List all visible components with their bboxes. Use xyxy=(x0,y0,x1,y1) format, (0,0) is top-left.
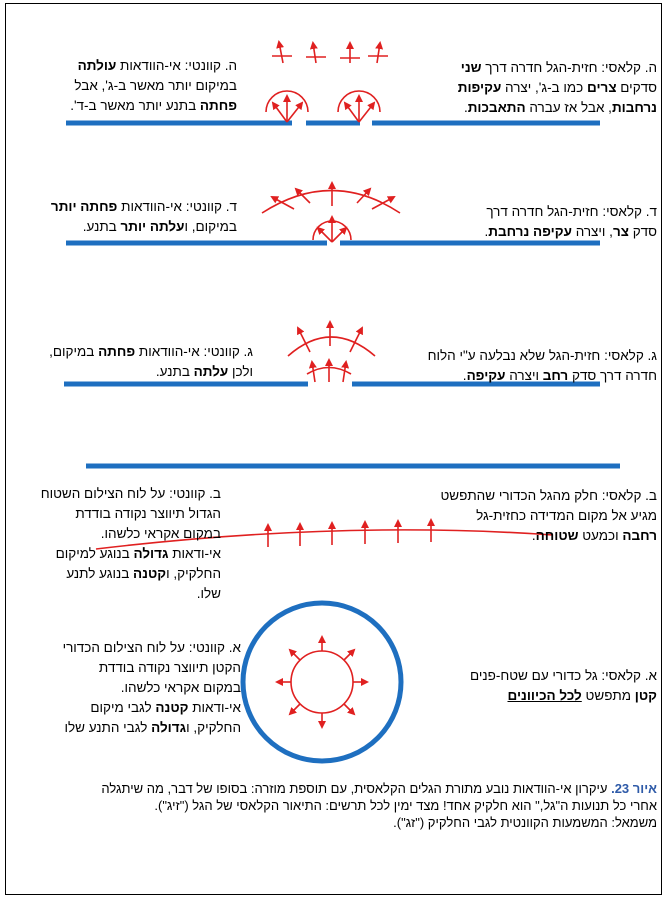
text-line: רחבה וכמעט שטוחה. xyxy=(531,528,657,543)
text-line: ולכן עלתה בתנע. xyxy=(155,364,253,379)
emphasis: קטן xyxy=(634,688,657,703)
text-line: א. קוונטי: על לוח הצילום הכדורי xyxy=(62,640,241,655)
text-line: במיקום, ועלתה יותר בתנע. xyxy=(82,219,237,234)
emphasis: שטוחה xyxy=(535,528,579,543)
classical-text-a xyxy=(470,666,657,706)
classical-text-c xyxy=(428,346,657,386)
emphasis: קטנה xyxy=(155,700,189,715)
caption-label: איור 23. xyxy=(611,781,657,796)
text-line: הגדול תיווצר נקודה בודדת xyxy=(75,506,221,521)
emphasis: עלתה יותר xyxy=(120,219,185,234)
text-line: ד. קלאסי: חזית-הגל חדרה דרך xyxy=(486,204,657,219)
text-line: חדרה דרך סדק רחב ויצרה עקיפה. xyxy=(462,368,657,383)
quantum-text-b xyxy=(41,484,221,604)
emphasis: עולתה xyxy=(77,58,117,73)
text-line: אי-ודאות גדולה בנוגע למיקום xyxy=(55,546,221,561)
caption-line-1: עיקרון אי-הוודאות נובע מתורת הגלים הקלאסית, עם תוספת מוזרה: בסופו של דבר, מה שיתגלה xyxy=(101,781,608,796)
emphasis: צרים xyxy=(587,80,617,95)
emphasis: עקיפות xyxy=(457,80,502,95)
text-line: מגיע אל מקום המדידה כחזית-גל xyxy=(476,508,657,523)
wavefronts-e xyxy=(266,91,380,112)
figure-caption xyxy=(27,780,657,831)
panel-label: ד. קלאסי: xyxy=(598,204,657,219)
emphasis: פחתה יותר xyxy=(50,199,118,214)
emphasis: רחב xyxy=(542,368,569,383)
text-line: אי-ודאות קטנה לגבי מיקום xyxy=(90,700,241,715)
momentum-arrows-a xyxy=(277,637,367,727)
panel-label: ב. קוונטי: xyxy=(165,486,221,501)
emphasis: עקיפה נרחבת xyxy=(488,224,572,239)
text-line: ב. קוונטי: על לוח הצילום השטוח xyxy=(40,486,221,501)
emphasis: שני xyxy=(460,60,482,75)
emphasis: פחתה xyxy=(199,98,237,113)
emphasis: התאבכות xyxy=(467,100,526,115)
emphasis: צר xyxy=(612,224,629,239)
classical-text-d xyxy=(485,202,657,242)
emphasis: לכל הכיוונים xyxy=(507,688,582,703)
classical-text-e xyxy=(458,58,657,118)
text-line: במקום אקראי כלשהו. xyxy=(100,526,221,541)
wavefronts-d xyxy=(262,191,400,241)
momentum-arrows-d xyxy=(272,183,394,242)
emphasis: קטנה xyxy=(133,566,167,581)
momentum-arrows-e xyxy=(273,42,380,122)
text-line: נרחבות, אבל אז עברה התאבכות. xyxy=(463,100,657,115)
momentum-arrows-b xyxy=(268,520,431,547)
photo-plate-spherical xyxy=(243,603,401,761)
text-line: ג. קוונטי: אי-הוודאות פחתה במיקום, xyxy=(49,344,253,359)
emphasis: נרחבות xyxy=(611,100,657,115)
panel-a-diagram xyxy=(243,603,401,761)
text-line: במיקום יותר מאשר ב-ג', אבל xyxy=(74,78,237,93)
panel-label: ב. קלאסי: xyxy=(597,488,657,503)
text-line: הקטן תיווצר נקודה בודדת xyxy=(98,660,241,675)
panel-label: א. קוונטי: xyxy=(184,640,241,655)
text-line: ה. קלאסי: חזית-הגל חדרה דרך שני xyxy=(460,60,657,75)
panel-label: ה. קלאסי: xyxy=(597,60,657,75)
emphasis: גדולה xyxy=(151,720,187,735)
wavefronts-c xyxy=(288,337,375,374)
caption-line-2: אחרי כל תנועות ה"גל," הוא חלקיק אחד! מצד ימין לכל תרשים: התיאור הקלאסי של הגל ("זיג"). xyxy=(154,798,657,813)
panel-label: ג. קוונטי: xyxy=(199,344,253,359)
text-line: החלקיק, וקטנה בנוגע לתנע xyxy=(66,566,221,581)
text-line: שלו. xyxy=(196,586,221,601)
emphasis: גדולה xyxy=(133,546,169,561)
emphasis: רחבה xyxy=(622,528,657,543)
emphasis: עקיפה xyxy=(466,368,506,383)
quantum-text-a xyxy=(63,638,241,738)
panel-label: ה. קוונטי: xyxy=(180,58,237,73)
text-line: קטן מתפשט לכל הכיוונים xyxy=(507,688,657,703)
emphasis: עלתה xyxy=(193,364,229,379)
panel-label: א. קלאסי: xyxy=(597,668,657,683)
text-line: החלקיק, וגדולה לגבי התנע שלו xyxy=(64,720,241,735)
quantum-text-d xyxy=(51,197,237,237)
text-line: ה. קוונטי: אי-הוודאות עולתה xyxy=(77,58,237,73)
text-line: סדק צר, ויצרה עקיפה נרחבת. xyxy=(484,224,657,239)
wavefront-a xyxy=(291,651,353,713)
text-line: סדקים צרים כמו ב-ג', יצרה עקיפות xyxy=(457,80,657,95)
text-line: פחתה בתנע יותר מאשר ב-ד'. xyxy=(70,98,237,113)
text-line: ב. קלאסי: חלק מהגל הכדורי שהתפשט xyxy=(440,488,657,503)
text-line: ג. קלאסי: חזית-הגל שלא נבלעה ע"י הלוח xyxy=(427,348,657,363)
classical-text-b xyxy=(440,486,657,546)
quantum-text-c xyxy=(49,342,253,382)
quantum-text-e xyxy=(70,56,237,116)
panel-label: ג. קלאסי: xyxy=(600,348,657,363)
interference-ticks-e xyxy=(272,56,388,58)
emphasis: פחתה xyxy=(98,344,136,359)
text-line: א. קלאסי: גל כדורי עם שטח-פנים xyxy=(469,668,657,683)
text-line: ד. קוונטי: אי-הוודאות פחתה יותר xyxy=(50,199,237,214)
panel-label: ד. קוונטי: xyxy=(181,199,237,214)
caption-line-3: משמאל: המשמעות הקוונטית לגבי החלקיק ("זג"). xyxy=(393,815,657,830)
text-line: במקום אקראי כלשהו. xyxy=(120,680,241,695)
